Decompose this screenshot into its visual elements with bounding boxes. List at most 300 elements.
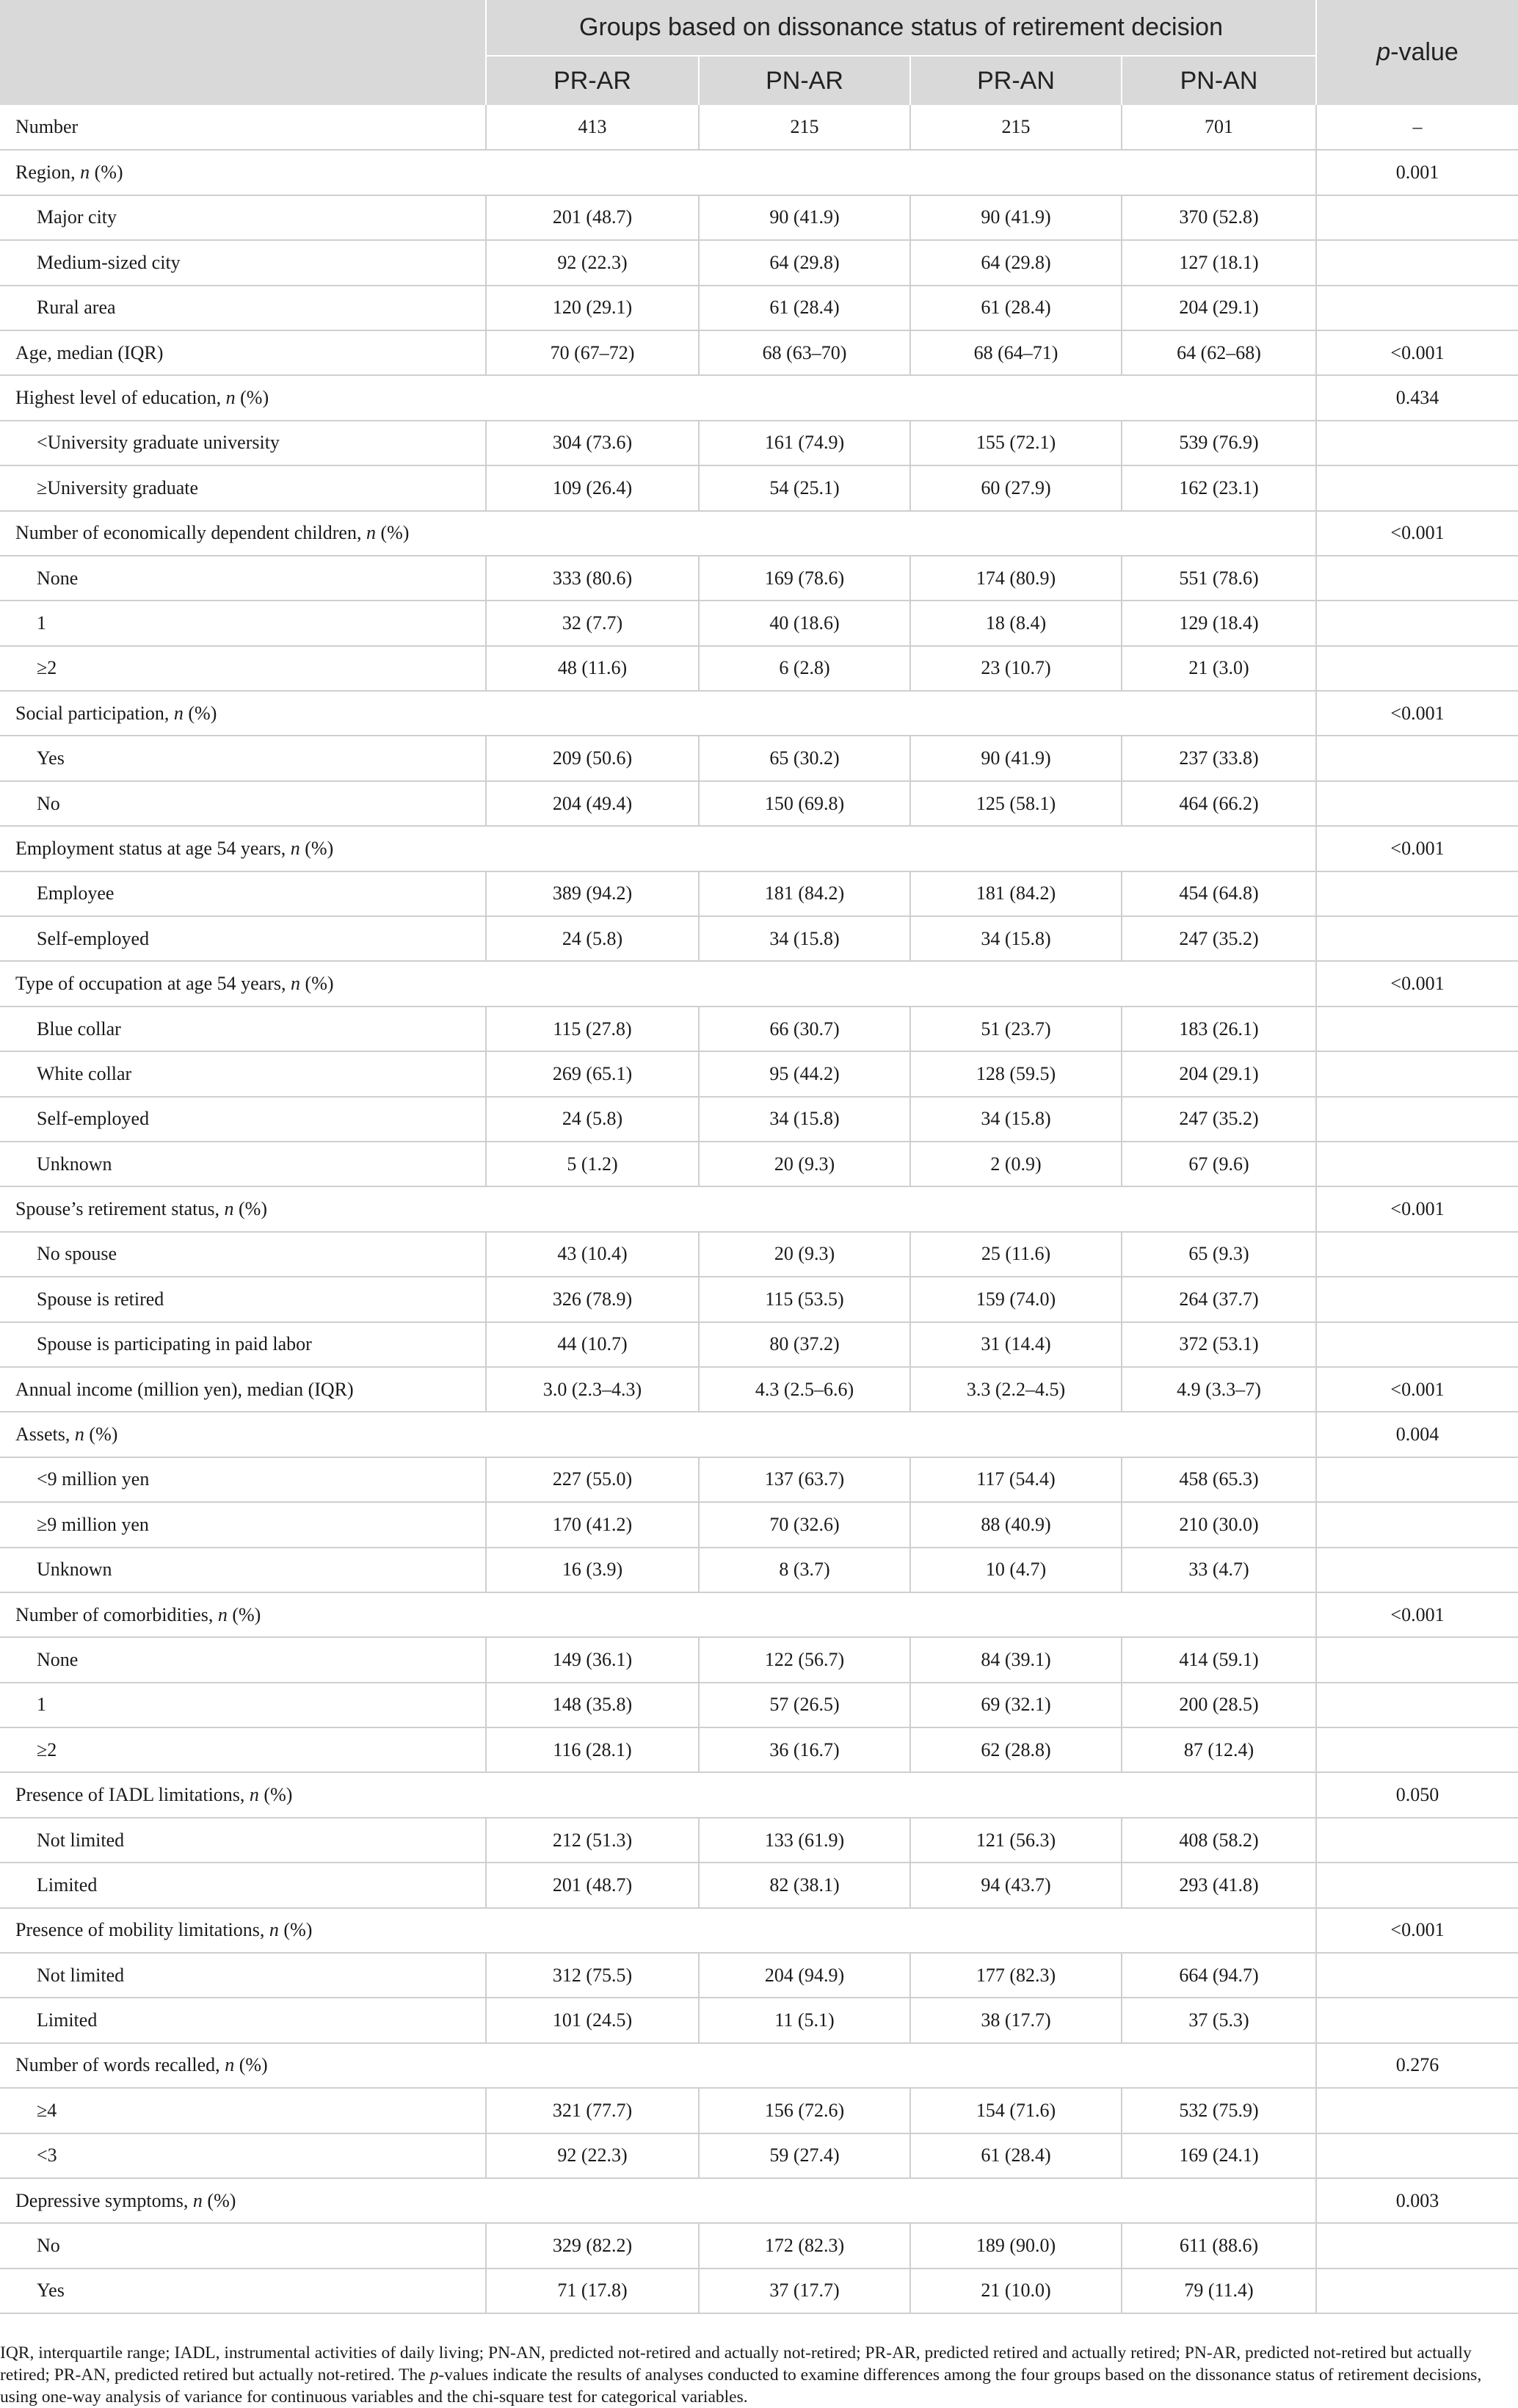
- group-header: Groups based on dissonance status of retirement decision: [486, 0, 1316, 56]
- row-label: <9 million yen: [0, 1457, 486, 1502]
- p-value-cell: [1316, 2223, 1518, 2268]
- table-row: [0, 2088, 1518, 2133]
- row-label-text: Type of occupation at age 54 years,: [15, 973, 291, 995]
- p-value-cell: <0.001: [1316, 1186, 1518, 1231]
- p-value-cell: [1316, 1637, 1518, 1682]
- value-cell: 458 (65.3): [1122, 1457, 1316, 1502]
- row-label-n: n: [291, 973, 301, 995]
- p-value-cell: [1316, 781, 1518, 826]
- value-cell: 200 (28.5): [1122, 1683, 1316, 1727]
- row-label-text: Social participation,: [15, 702, 174, 724]
- row-label-n: n: [366, 522, 376, 544]
- row-label-suffix: (%): [227, 1603, 261, 1625]
- value-cell: 172 (82.3): [699, 2223, 910, 2268]
- p-value-cell: [1316, 1727, 1518, 1772]
- row-label-n: n: [225, 387, 236, 409]
- group-col-pn-ar: PN-AR: [699, 56, 910, 105]
- p-value-italic: p: [1376, 38, 1391, 66]
- value-cell: 51 (23.7): [910, 1007, 1122, 1051]
- row-label-suffix: (%): [299, 837, 334, 859]
- value-cell: 31 (14.4): [910, 1322, 1122, 1367]
- table-row: [0, 1051, 1518, 1096]
- row-label: [0, 375, 486, 420]
- value-cell: 183 (26.1): [1122, 1007, 1316, 1051]
- table-row: [0, 286, 1518, 330]
- row-label: Unknown: [0, 1142, 486, 1186]
- value-cell: 170 (41.2): [486, 1502, 699, 1547]
- p-value-cell: [1316, 421, 1518, 465]
- p-value-cell: <0.001: [1316, 826, 1518, 871]
- value-cell: 122 (56.7): [699, 1637, 910, 1682]
- value-cell: 204 (29.1): [1122, 1051, 1316, 1096]
- value-cell: 61 (28.4): [910, 286, 1122, 330]
- table-row: [0, 781, 1518, 826]
- section-spacer: [486, 375, 1316, 420]
- row-label: White collar: [0, 1051, 486, 1096]
- value-cell: 71 (17.8): [486, 2269, 699, 2313]
- group-col-pr-ar: PR-AR: [486, 56, 699, 105]
- value-cell: 92 (22.3): [486, 2133, 699, 2178]
- header-blank-cell: [0, 0, 486, 105]
- footnote-part2: -values indicate the results of analyses conducted to examine differences among the four groups based on the dissonance status of retirement decisions, using one-way analysis of variance for continuous variables and the chi-square test for categorical variables.: [0, 2365, 1482, 2407]
- table-row: [0, 1637, 1518, 1682]
- value-cell: 204 (49.4): [486, 781, 699, 826]
- value-cell: 128 (59.5): [910, 1051, 1122, 1096]
- section-spacer: [486, 826, 1316, 871]
- p-value-cell: [1316, 2269, 1518, 2313]
- row-label: ≥9 million yen: [0, 1502, 486, 1547]
- value-cell: 64 (29.8): [699, 240, 910, 285]
- value-cell: 532 (75.9): [1122, 2088, 1316, 2133]
- value-cell: 11 (5.1): [699, 1998, 910, 2042]
- row-label: [0, 150, 486, 195]
- row-label: 1: [0, 601, 486, 645]
- section-spacer: [486, 2043, 1316, 2088]
- p-value-cell: [1316, 2133, 1518, 2178]
- row-label: [0, 826, 486, 871]
- value-cell: 326 (78.9): [486, 1277, 699, 1321]
- p-value-cell: –: [1316, 105, 1518, 150]
- value-cell: 169 (78.6): [699, 556, 910, 601]
- row-label: No: [0, 781, 486, 826]
- value-cell: 2 (0.9): [910, 1142, 1122, 1186]
- value-cell: 60 (27.9): [910, 465, 1122, 510]
- row-label: [0, 1772, 486, 1817]
- value-cell: 293 (41.8): [1122, 1863, 1316, 1907]
- group-col-pr-an: PR-AN: [910, 56, 1122, 105]
- section-row: [0, 1772, 1518, 1817]
- value-cell: 329 (82.2): [486, 2223, 699, 2268]
- value-cell: 10 (4.7): [910, 1548, 1122, 1592]
- row-label: [0, 2178, 486, 2223]
- value-cell: 65 (9.3): [1122, 1232, 1316, 1277]
- value-cell: 20 (9.3): [699, 1232, 910, 1277]
- row-label: [0, 1908, 486, 1953]
- value-cell: 8 (3.7): [699, 1548, 910, 1592]
- value-cell: 61 (28.4): [699, 286, 910, 330]
- footnote-p-italic: p: [429, 2365, 439, 2385]
- row-label: Limited: [0, 1863, 486, 1907]
- table-header: [0, 0, 1518, 105]
- row-label: <University graduate university: [0, 421, 486, 465]
- row-label: ≥2: [0, 646, 486, 691]
- value-cell: 454 (64.8): [1122, 871, 1316, 916]
- table-body: [0, 105, 1518, 2313]
- value-cell: 87 (12.4): [1122, 1727, 1316, 1772]
- p-value-cell: <0.001: [1316, 1367, 1518, 1412]
- value-cell: 61 (28.4): [910, 2133, 1122, 2178]
- section-spacer: [486, 1412, 1316, 1457]
- row-label-suffix: (%): [90, 162, 123, 184]
- row-label-suffix: (%): [375, 522, 410, 544]
- value-cell: 25 (11.6): [910, 1232, 1122, 1277]
- p-value-cell: <0.001: [1316, 330, 1518, 375]
- table-row: [0, 1277, 1518, 1321]
- row-label: Unknown: [0, 1548, 486, 1592]
- value-cell: 34 (15.8): [910, 1097, 1122, 1142]
- row-label: No: [0, 2223, 486, 2268]
- p-value-cell: [1316, 1548, 1518, 1592]
- value-cell: 65 (30.2): [699, 736, 910, 780]
- value-cell: 413: [486, 105, 699, 150]
- p-value-cell: [1316, 465, 1518, 510]
- row-label-suffix: (%): [233, 1198, 267, 1220]
- row-label-text: Spouse’s retirement status,: [15, 1198, 225, 1220]
- value-cell: 79 (11.4): [1122, 2269, 1316, 2313]
- table-row: [0, 195, 1518, 240]
- value-cell: 18 (8.4): [910, 601, 1122, 645]
- value-cell: 701: [1122, 105, 1316, 150]
- value-cell: 129 (18.4): [1122, 601, 1316, 645]
- table-row: [0, 916, 1518, 961]
- value-cell: 3.0 (2.3–4.3): [486, 1367, 699, 1412]
- value-cell: 162 (23.1): [1122, 465, 1316, 510]
- value-cell: 59 (27.4): [699, 2133, 910, 2178]
- row-label: Major city: [0, 195, 486, 240]
- section-row: [0, 1592, 1518, 1637]
- value-cell: 70 (32.6): [699, 1502, 910, 1547]
- value-cell: 169 (24.1): [1122, 2133, 1316, 2178]
- p-value-cell: [1316, 1051, 1518, 1096]
- row-label: Yes: [0, 736, 486, 780]
- row-label-n: n: [225, 2054, 235, 2076]
- table-row: [0, 1953, 1518, 1998]
- value-cell: 48 (11.6): [486, 646, 699, 691]
- value-cell: 94 (43.7): [910, 1863, 1122, 1907]
- row-label: No spouse: [0, 1232, 486, 1277]
- value-cell: 95 (44.2): [699, 1051, 910, 1096]
- value-cell: 68 (63–70): [699, 330, 910, 375]
- table-row: [0, 1548, 1518, 1592]
- value-cell: 154 (71.6): [910, 2088, 1122, 2133]
- value-cell: 664 (94.7): [1122, 1953, 1316, 1998]
- value-cell: 414 (59.1): [1122, 1637, 1316, 1682]
- row-label: Not limited: [0, 1953, 486, 1998]
- group-col-pn-an: PN-AN: [1122, 56, 1316, 105]
- value-cell: 117 (54.4): [910, 1457, 1122, 1502]
- value-cell: 121 (56.3): [910, 1818, 1122, 1863]
- section-spacer: [486, 1592, 1316, 1637]
- p-value-cell: [1316, 1277, 1518, 1321]
- row-label-text: Presence of IADL limitations,: [15, 1784, 250, 1806]
- p-value-cell: [1316, 916, 1518, 961]
- row-label: Annual income (million yen), median (IQR): [0, 1367, 486, 1412]
- row-label-n: n: [173, 702, 184, 724]
- p-value-cell: [1316, 1818, 1518, 1863]
- p-value-cell: [1316, 195, 1518, 240]
- row-label: [0, 1592, 486, 1637]
- row-label: ≥2: [0, 1727, 486, 1772]
- value-cell: 333 (80.6): [486, 556, 699, 601]
- p-value-cell: 0.001: [1316, 150, 1518, 195]
- value-cell: 161 (74.9): [699, 421, 910, 465]
- row-label-text: Presence of mobility limitations,: [15, 1919, 269, 1941]
- table-row: [0, 871, 1518, 916]
- value-cell: 34 (15.8): [699, 1097, 910, 1142]
- value-cell: 32 (7.7): [486, 601, 699, 645]
- row-label: ≥University graduate: [0, 465, 486, 510]
- row-label: Yes: [0, 2269, 486, 2313]
- table-row: [0, 2133, 1518, 2178]
- value-cell: 40 (18.6): [699, 601, 910, 645]
- value-cell: 189 (90.0): [910, 2223, 1122, 2268]
- p-value-cell: [1316, 240, 1518, 285]
- section-row: [0, 691, 1518, 736]
- value-cell: 247 (35.2): [1122, 916, 1316, 961]
- value-cell: 34 (15.8): [699, 916, 910, 961]
- row-label: Spouse is retired: [0, 1277, 486, 1321]
- value-cell: 264 (37.7): [1122, 1277, 1316, 1321]
- value-cell: 269 (65.1): [486, 1051, 699, 1096]
- p-value-cell: [1316, 1998, 1518, 2042]
- p-value-cell: [1316, 1953, 1518, 1998]
- p-value-cell: [1316, 1502, 1518, 1547]
- value-cell: 148 (35.8): [486, 1683, 699, 1727]
- value-cell: 16 (3.9): [486, 1548, 699, 1592]
- value-cell: 174 (80.9): [910, 556, 1122, 601]
- p-value-cell: 0.050: [1316, 1772, 1518, 1817]
- p-value-cell: 0.434: [1316, 375, 1518, 420]
- p-value-header: p-value: [1316, 0, 1518, 105]
- p-value-cell: [1316, 646, 1518, 691]
- row-label: <3: [0, 2133, 486, 2178]
- table-row: [0, 1232, 1518, 1277]
- value-cell: 370 (52.8): [1122, 195, 1316, 240]
- table-row: [0, 240, 1518, 285]
- row-label: Number: [0, 105, 486, 150]
- section-spacer: [486, 1186, 1316, 1231]
- value-cell: 24 (5.8): [486, 1097, 699, 1142]
- section-spacer: [486, 691, 1316, 736]
- value-cell: 66 (30.7): [699, 1007, 910, 1051]
- row-label: [0, 2043, 486, 2088]
- value-cell: 90 (41.9): [910, 195, 1122, 240]
- row-label: Medium-sized city: [0, 240, 486, 285]
- value-cell: 90 (41.9): [910, 736, 1122, 780]
- p-value-cell: [1316, 2088, 1518, 2133]
- p-value-cell: 0.004: [1316, 1412, 1518, 1457]
- table-row: [0, 1367, 1518, 1412]
- value-cell: 64 (29.8): [910, 240, 1122, 285]
- value-cell: 137 (63.7): [699, 1457, 910, 1502]
- row-label-suffix: (%): [234, 2054, 268, 2076]
- value-cell: 215: [699, 105, 910, 150]
- value-cell: 408 (58.2): [1122, 1818, 1316, 1863]
- row-label: Employee: [0, 871, 486, 916]
- table-row: [0, 1007, 1518, 1051]
- row-label: Self-employed: [0, 1097, 486, 1142]
- row-label-text: Employment status at age 54 years,: [15, 837, 291, 859]
- value-cell: 34 (15.8): [910, 916, 1122, 961]
- p-value-cell: [1316, 286, 1518, 330]
- value-cell: 116 (28.1): [486, 1727, 699, 1772]
- value-cell: 20 (9.3): [699, 1142, 910, 1186]
- table-row: [0, 1818, 1518, 1863]
- table-footnote: [0, 2342, 1497, 2408]
- row-label-text: Number of economically dependent children,: [15, 522, 366, 544]
- table-row: [0, 1683, 1518, 1727]
- value-cell: 33 (4.7): [1122, 1548, 1316, 1592]
- value-cell: 159 (74.0): [910, 1277, 1122, 1321]
- value-cell: 43 (10.4): [486, 1232, 699, 1277]
- row-label: Rural area: [0, 286, 486, 330]
- row-label-suffix: (%): [183, 702, 217, 724]
- p-value-cell: 0.276: [1316, 2043, 1518, 2088]
- value-cell: 4.9 (3.3–7): [1122, 1367, 1316, 1412]
- row-label-text: Depressive symptoms,: [15, 2189, 193, 2211]
- section-row: [0, 150, 1518, 195]
- value-cell: 321 (77.7): [486, 2088, 699, 2133]
- value-cell: 156 (72.6): [699, 2088, 910, 2133]
- value-cell: 90 (41.9): [699, 195, 910, 240]
- table-row: [0, 2269, 1518, 2313]
- row-label: Limited: [0, 1998, 486, 2042]
- row-label: None: [0, 556, 486, 601]
- value-cell: 150 (69.8): [699, 781, 910, 826]
- section-row: [0, 826, 1518, 871]
- row-label-n: n: [80, 162, 90, 184]
- value-cell: 92 (22.3): [486, 240, 699, 285]
- table-row: [0, 1727, 1518, 1772]
- value-cell: 177 (82.3): [910, 1953, 1122, 1998]
- table-row: [0, 2223, 1518, 2268]
- row-label-suffix: (%): [202, 2189, 236, 2211]
- value-cell: 54 (25.1): [699, 465, 910, 510]
- p-value-cell: [1316, 1863, 1518, 1907]
- row-label: None: [0, 1637, 486, 1682]
- value-cell: 62 (28.8): [910, 1727, 1122, 1772]
- section-row: [0, 1412, 1518, 1457]
- row-label-text: Number of words recalled,: [15, 2054, 225, 2076]
- table-row: [0, 601, 1518, 645]
- value-cell: 204 (29.1): [1122, 286, 1316, 330]
- value-cell: 204 (94.9): [699, 1953, 910, 1998]
- table-row: [0, 1863, 1518, 1907]
- row-label-text: Number of comorbidities,: [15, 1603, 218, 1625]
- value-cell: 3.3 (2.2–4.5): [910, 1367, 1122, 1412]
- p-value-cell: 0.003: [1316, 2178, 1518, 2223]
- table-row: [0, 330, 1518, 375]
- value-cell: 37 (17.7): [699, 2269, 910, 2313]
- section-spacer: [486, 1772, 1316, 1817]
- table-row: [0, 465, 1518, 510]
- row-label: Self-employed: [0, 916, 486, 961]
- value-cell: 210 (30.0): [1122, 1502, 1316, 1547]
- row-label-n: n: [249, 1784, 259, 1806]
- value-cell: 201 (48.7): [486, 1863, 699, 1907]
- p-value-cell: [1316, 1097, 1518, 1142]
- p-value-cell: [1316, 1232, 1518, 1277]
- table-row: [0, 646, 1518, 691]
- table-row: [0, 105, 1518, 150]
- p-value-cell: <0.001: [1316, 1592, 1518, 1637]
- p-value-cell: [1316, 871, 1518, 916]
- section-row: [0, 375, 1518, 420]
- value-cell: 227 (55.0): [486, 1457, 699, 1502]
- section-row: [0, 2178, 1518, 2223]
- p-value-cell: [1316, 1683, 1518, 1727]
- value-cell: 125 (58.1): [910, 781, 1122, 826]
- value-cell: 312 (75.5): [486, 1953, 699, 1998]
- p-value-cell: <0.001: [1316, 511, 1518, 556]
- section-spacer: [486, 150, 1316, 195]
- row-label-suffix: (%): [278, 1919, 313, 1941]
- section-row: [0, 1908, 1518, 1953]
- footnote-part1: IQR, interquartile range; IADL, instrumental activities of daily living; PN-AN, predicted not-retired and actually not-retired; PR-AR, predicted retired and actually retired; PN-AR, predicted not-retired but actually retired; PR-AN, predicted retired but actually not-retired. The: [0, 2343, 1472, 2385]
- row-label-suffix: (%): [258, 1784, 293, 1806]
- row-label-n: n: [269, 1919, 279, 1941]
- value-cell: 36 (16.7): [699, 1727, 910, 1772]
- value-cell: 209 (50.6): [486, 736, 699, 780]
- value-cell: 57 (26.5): [699, 1683, 910, 1727]
- table-row: [0, 1998, 1518, 2042]
- value-cell: 247 (35.2): [1122, 1097, 1316, 1142]
- value-cell: 84 (39.1): [910, 1637, 1122, 1682]
- table-row: [0, 1142, 1518, 1186]
- value-cell: 88 (40.9): [910, 1502, 1122, 1547]
- value-cell: 464 (66.2): [1122, 781, 1316, 826]
- row-label-text: Highest level of education,: [15, 387, 226, 409]
- table-row: [0, 421, 1518, 465]
- row-label: [0, 511, 486, 556]
- section-row: [0, 2043, 1518, 2088]
- section-spacer: [486, 511, 1316, 556]
- row-label-n: n: [74, 1424, 84, 1446]
- section-row: [0, 1186, 1518, 1231]
- value-cell: 67 (9.6): [1122, 1142, 1316, 1186]
- value-cell: 5 (1.2): [486, 1142, 699, 1186]
- p-value-cell: <0.001: [1316, 961, 1518, 1006]
- value-cell: 389 (94.2): [486, 871, 699, 916]
- table-row: [0, 1502, 1518, 1547]
- p-value-cell: <0.001: [1316, 1908, 1518, 1953]
- row-label-n: n: [224, 1198, 234, 1220]
- row-label-text: Assets,: [15, 1424, 75, 1446]
- value-cell: 155 (72.1): [910, 421, 1122, 465]
- value-cell: 64 (62–68): [1122, 330, 1316, 375]
- value-cell: 212 (51.3): [486, 1818, 699, 1863]
- value-cell: 70 (67–72): [486, 330, 699, 375]
- row-label: Blue collar: [0, 1007, 486, 1051]
- value-cell: 24 (5.8): [486, 916, 699, 961]
- p-value-cell: [1316, 1457, 1518, 1502]
- value-cell: 115 (27.8): [486, 1007, 699, 1051]
- table-row: [0, 1457, 1518, 1502]
- section-spacer: [486, 961, 1316, 1006]
- row-label-suffix: (%): [300, 973, 334, 995]
- p-value-cell: [1316, 1322, 1518, 1367]
- table-row: [0, 736, 1518, 780]
